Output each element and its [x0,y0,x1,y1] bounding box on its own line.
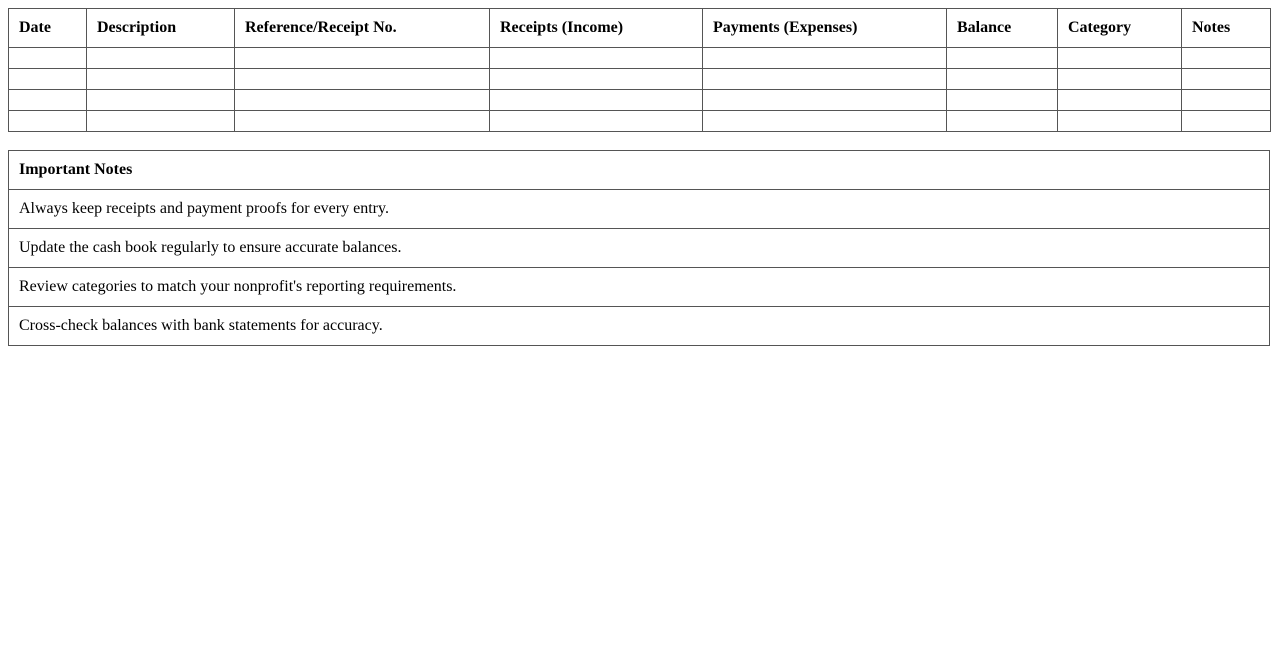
column-header-receipts: Receipts (Income) [490,9,703,48]
table-cell[interactable] [1182,90,1271,111]
note-text: Always keep receipts and payment proofs for every entry. [9,190,1270,229]
list-item [9,307,1270,346]
column-header-notes: Notes [1182,9,1271,48]
table-cell[interactable] [9,48,87,69]
table-cell[interactable] [9,90,87,111]
list-item [9,268,1270,307]
notes-header-row [9,151,1270,190]
table-cell[interactable] [947,111,1058,132]
table-cell[interactable] [703,111,947,132]
column-header-reference: Reference/Receipt No. [235,9,490,48]
table-row [9,69,1271,90]
table-cell[interactable] [235,48,490,69]
table-cell[interactable] [235,90,490,111]
table-cell[interactable] [490,111,703,132]
column-header-balance: Balance [947,9,1058,48]
table-cell[interactable] [9,111,87,132]
table-cell[interactable] [947,69,1058,90]
note-text: Cross-check balances with bank statements for accuracy. [9,307,1270,346]
list-item [9,190,1270,229]
table-cell[interactable] [1182,111,1271,132]
table-cell[interactable] [235,69,490,90]
table-cell[interactable] [1058,90,1182,111]
table-cell[interactable] [490,48,703,69]
table-cell[interactable] [1182,69,1271,90]
table-cell[interactable] [703,90,947,111]
column-header-date: Date [9,9,87,48]
table-cell[interactable] [87,90,235,111]
table-cell[interactable] [703,48,947,69]
cash-book-table [8,8,1271,132]
column-header-description: Description [87,9,235,48]
table-cell[interactable] [703,69,947,90]
note-text: Update the cash book regularly to ensure accurate balances. [9,229,1270,268]
table-cell[interactable] [1182,48,1271,69]
column-header-category: Category [1058,9,1182,48]
table-cell[interactable] [1058,111,1182,132]
column-header-payments: Payments (Expenses) [703,9,947,48]
table-cell[interactable] [87,111,235,132]
table-cell[interactable] [947,90,1058,111]
table-cell[interactable] [87,48,235,69]
table-cell[interactable] [87,69,235,90]
table-header-row [9,9,1271,48]
table-cell[interactable] [1058,48,1182,69]
table-cell[interactable] [9,69,87,90]
table-cell[interactable] [947,48,1058,69]
notes-title: Important Notes [9,151,1270,190]
table-cell[interactable] [235,111,490,132]
table-row [9,111,1271,132]
table-cell[interactable] [490,90,703,111]
table-cell[interactable] [490,69,703,90]
note-text: Review categories to match your nonprofit's reporting requirements. [9,268,1270,307]
table-cell[interactable] [1058,69,1182,90]
table-row [9,90,1271,111]
list-item [9,229,1270,268]
important-notes-table [8,150,1270,346]
table-row [9,48,1271,69]
